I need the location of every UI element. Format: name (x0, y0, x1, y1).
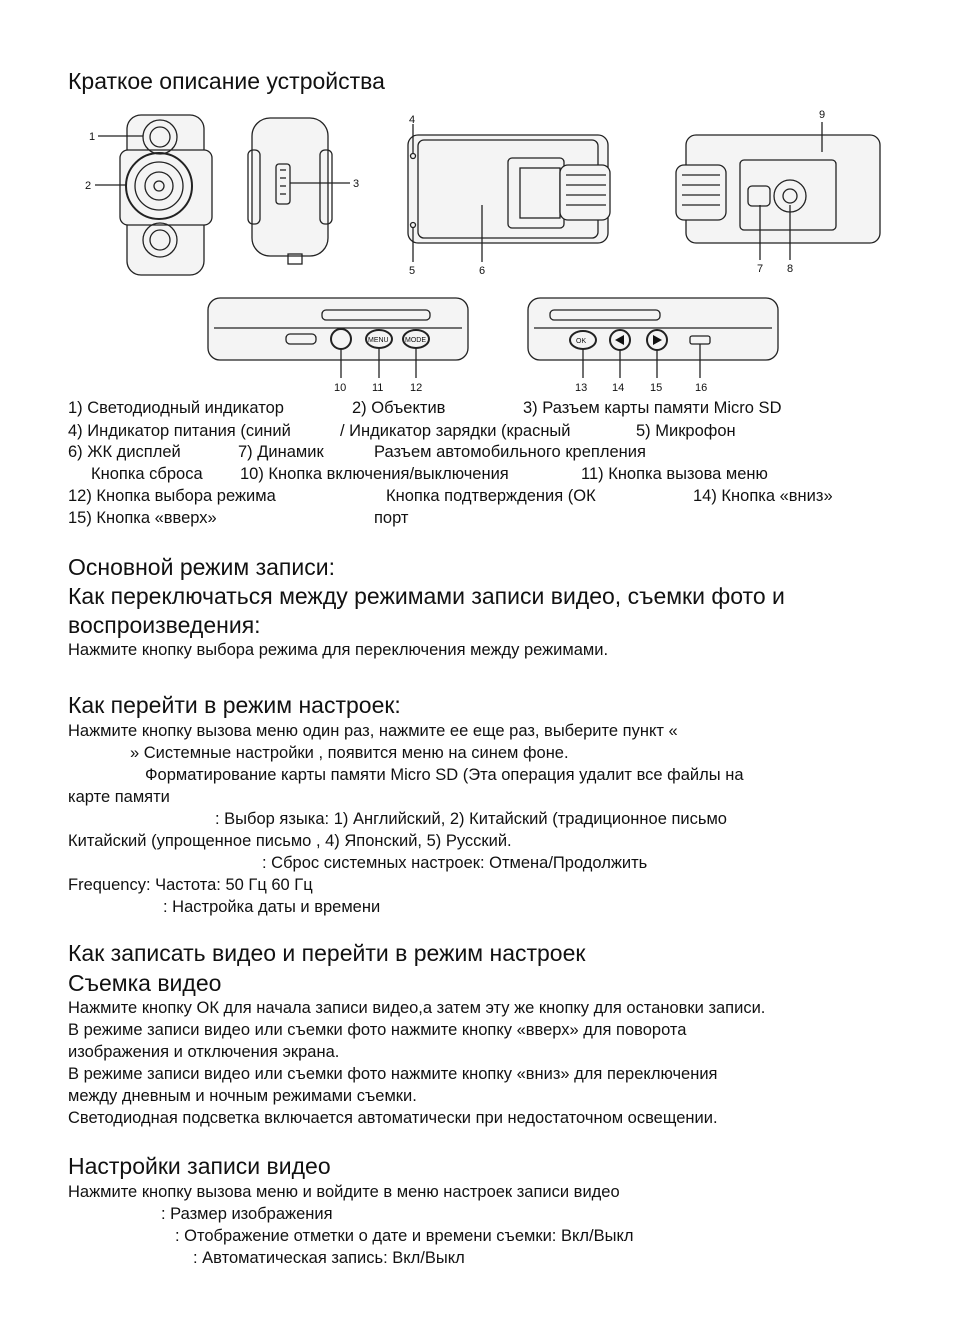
paragraph-line: карте памяти (68, 788, 170, 806)
legend-item: Кнопка сброса (91, 465, 203, 483)
callout-15: 15 (650, 382, 663, 394)
section-heading: Основной режим записи: (68, 554, 335, 580)
paragraph-line: В режиме записи видео или съемки фото нажмите кнопку «вверх» для поворота (68, 1021, 687, 1039)
device-bottom-view (676, 122, 880, 260)
paragraph-line: между дневным и ночным режимами съемки. (68, 1087, 417, 1105)
section-subheading: Как переключаться между режимами записи видео, съемки фото и (68, 583, 785, 609)
device-front-view (95, 115, 212, 275)
callout-16: 16 (695, 382, 708, 394)
ok-button-label: OK (576, 338, 587, 345)
section-heading: Настройки записи видео (68, 1153, 331, 1179)
device-right-side (528, 298, 778, 378)
device-side-view (248, 118, 350, 264)
callout-8: 8 (787, 263, 794, 275)
callout-10: 10 (334, 382, 347, 394)
paragraph-line: Форматирование карты памяти Micro SD (Эта операция удалит все файлы на (145, 766, 744, 784)
callout-14: 14 (612, 382, 625, 394)
legend-item: 7) Динамик (238, 443, 324, 461)
paragraph-line: : Размер изображения (161, 1205, 333, 1223)
legend-item: 1) Светодиодный индикатор (68, 399, 284, 417)
callout-2: 2 (85, 180, 92, 192)
legend-item: / Индикатор зарядки (красный (340, 422, 571, 440)
legend-item: Кнопка подтверждения (ОК (386, 487, 596, 505)
callout-6: 6 (479, 265, 486, 277)
paragraph-line: изображения и отключения экрана. (68, 1043, 340, 1061)
section-heading: Как записать видео и перейти в режим настроек (68, 940, 586, 966)
legend-item: 2) Объектив (352, 399, 446, 417)
mode-button-label: MODE (405, 337, 426, 344)
callout-3: 3 (353, 178, 360, 190)
callout-4: 4 (409, 114, 416, 126)
paragraph-line: Светодиодная подсветка включается автоматически при недостаточном освещении. (68, 1109, 718, 1127)
paragraph-line: : Сброс системных настроек: Отмена/Продолжить (262, 854, 648, 872)
paragraph-line: : Отображение отметки о дате и времени съемки: Вкл/Выкл (175, 1227, 634, 1245)
menu-button-label: MENU (368, 337, 389, 344)
paragraph-line: : Автоматическая запись: Вкл/Выкл (193, 1249, 465, 1267)
callout-9: 9 (819, 109, 826, 121)
section-subheading: воспроизведения: (68, 612, 261, 638)
legend-item: 15) Кнопка «вверх» (68, 509, 217, 527)
legend-item: 6) ЖК дисплей (68, 443, 181, 461)
paragraph: Нажмите кнопку выбора режима для переключения между режимами. (68, 641, 609, 659)
callout-1: 1 (89, 131, 96, 143)
legend-item: порт (374, 509, 409, 527)
legend-item: 12) Кнопка выбора режима (68, 487, 276, 505)
paragraph-line: Нажмите кнопку вызова меню один раз, нажмите ее еще раз, выберите пункт « (68, 722, 678, 740)
paragraph-line: : Настройка даты и времени (163, 898, 381, 916)
callout-7: 7 (757, 263, 764, 275)
device-diagram (0, 0, 954, 400)
section-subheading: Съемка видео (68, 970, 222, 996)
legend-item: 4) Индикатор питания (синий (68, 422, 291, 440)
paragraph-line: » Системные настройки , появится меню на синем фоне. (130, 744, 569, 762)
legend-item: 11) Кнопка вызова меню (581, 465, 768, 483)
callout-13: 13 (575, 382, 588, 394)
callout-11: 11 (372, 382, 384, 394)
paragraph-line: : Выбор языка: 1) Английский, 2) Китайский (традиционное письмо (215, 810, 727, 828)
section-heading: Как перейти в режим настроек: (68, 692, 401, 718)
paragraph-line: Frequency: Частота: 50 Гц 60 Гц (68, 876, 313, 894)
legend-item: 5) Микрофон (636, 422, 736, 440)
legend-item: 3) Разъем карты памяти Micro SD (523, 399, 782, 417)
page-title: Краткое описание устройства (68, 68, 385, 94)
legend-item: Разъем автомобильного крепления (374, 443, 646, 461)
legend-item: 10) Кнопка включения/выключения (240, 465, 509, 483)
paragraph-line: Нажмите кнопку вызова меню и войдите в меню настроек записи видео (68, 1183, 620, 1201)
paragraph-line: Китайский (упрощенное письмо , 4) Японский, 5) Русский. (68, 832, 512, 850)
device-left-side (208, 298, 468, 378)
device-top-view (408, 124, 610, 262)
callout-5: 5 (409, 265, 416, 277)
paragraph-line: Нажмите кнопку ОК для начала записи видео,а затем эту же кнопку для остановки записи. (68, 999, 766, 1017)
paragraph-line: В режиме записи видео или съемки фото нажмите кнопку «вниз» для переключения (68, 1065, 718, 1083)
legend-item: 14) Кнопка «вниз» (693, 487, 833, 505)
callout-12: 12 (410, 382, 423, 394)
